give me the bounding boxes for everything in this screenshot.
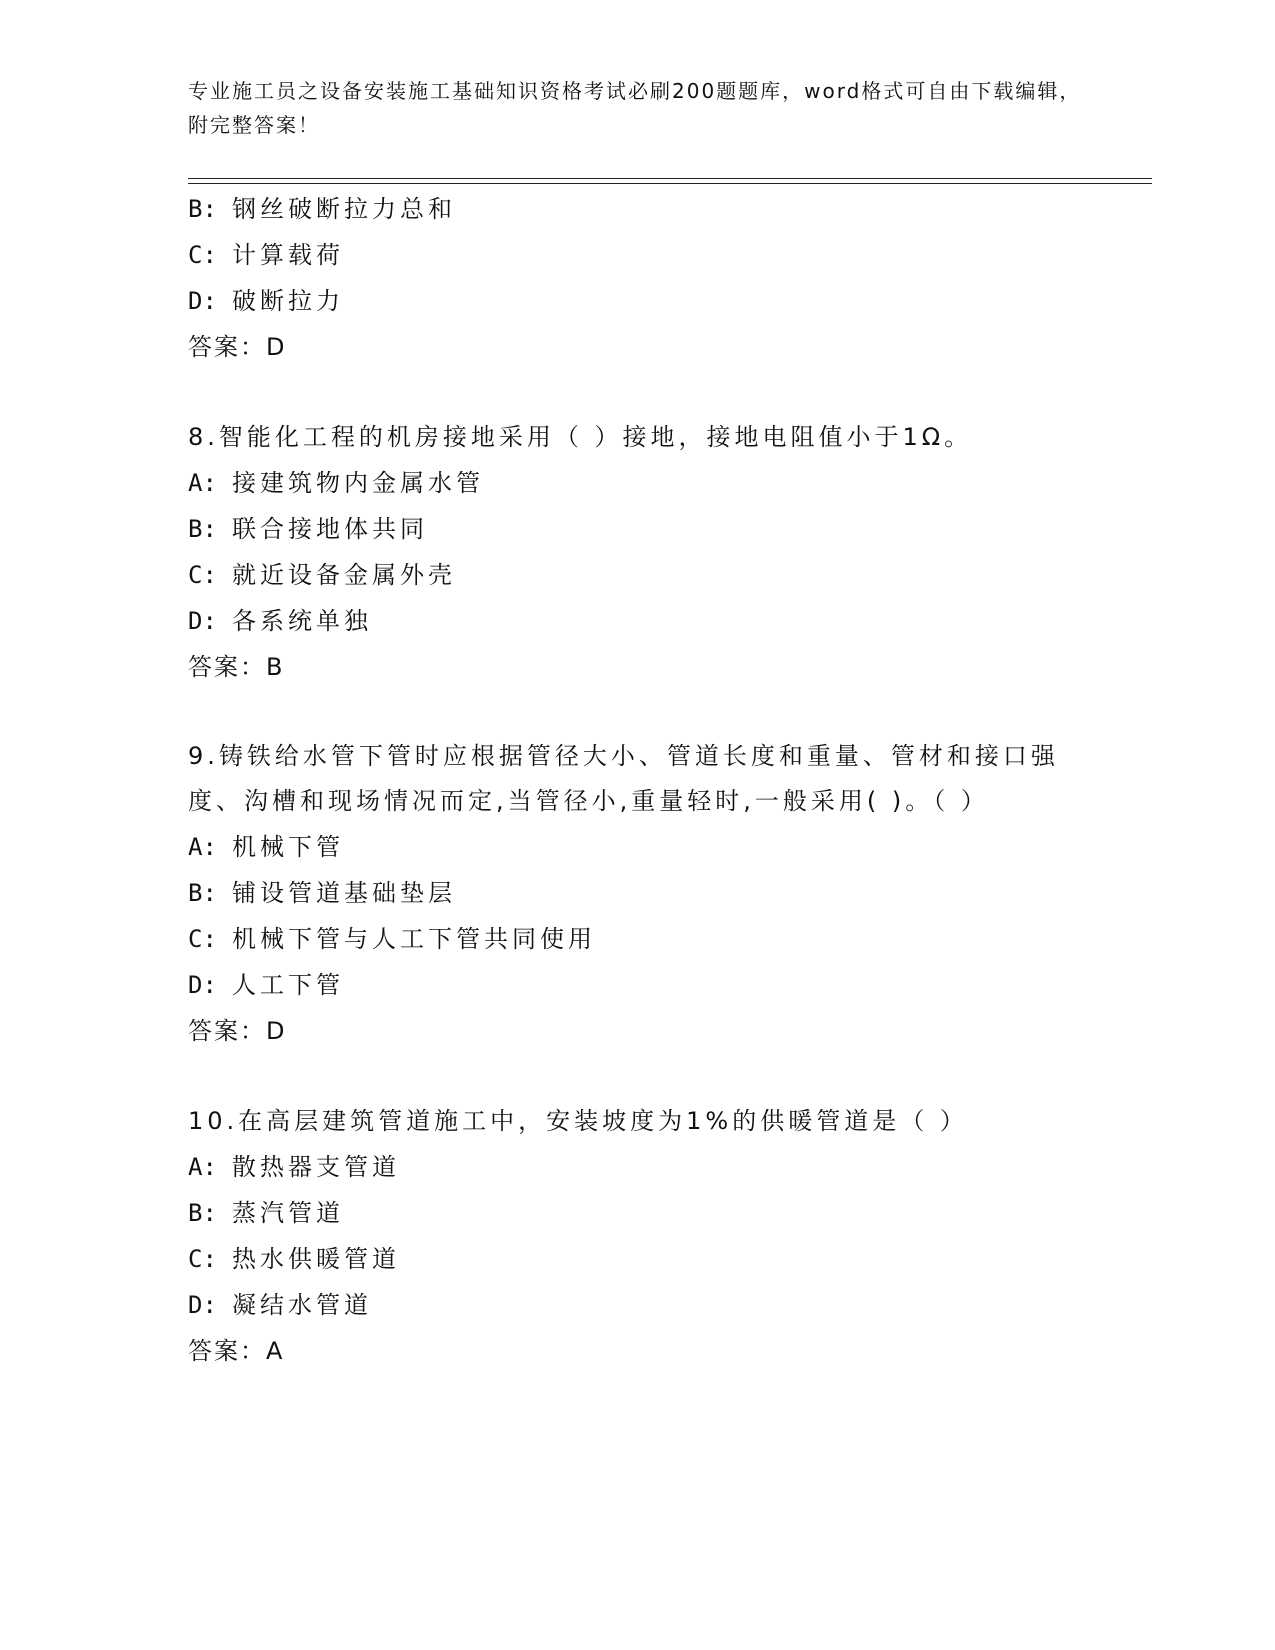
option-letter: D: (188, 1291, 217, 1319)
document-body (188, 186, 1088, 1374)
option-b (188, 870, 1088, 916)
option-letter: B: (188, 1199, 217, 1227)
option-text: 热水供暖管道 (232, 1245, 400, 1273)
option-text: 机械下管与人工下管共同使用 (232, 925, 596, 953)
document-header: 专业施工员之设备安装施工基础知识资格考试必刷200题题库，word格式可自由下载编辑，附完整答案！ (188, 79, 1082, 137)
option-letter: B: (188, 879, 217, 907)
option-c (188, 1236, 1088, 1282)
option-text: 散热器支管道 (232, 1153, 400, 1181)
option-text: 机械下管 (232, 833, 344, 861)
option-letter: B: (188, 515, 217, 543)
option-letter: A: (188, 1153, 217, 1181)
option-letter: D: (188, 287, 217, 315)
option-text: 联合接地体共同 (232, 515, 428, 543)
header-divider (188, 178, 1152, 184)
option-letter: A: (188, 833, 217, 861)
option-d (188, 962, 1088, 1008)
option-text: 铺设管道基础垫层 (232, 879, 456, 907)
option-letter: B: (188, 195, 217, 223)
option-text: 人工下管 (232, 971, 344, 999)
option-letter: D: (188, 607, 217, 635)
option-d (188, 598, 1088, 644)
option-text: 各系统单独 (232, 607, 372, 635)
option-a (188, 460, 1088, 506)
question-partial (188, 186, 1088, 370)
option-text: 就近设备金属外壳 (232, 561, 456, 589)
option-c (188, 552, 1088, 598)
question-9 (188, 734, 1088, 1054)
question-stem: 9.铸铁给水管下管时应根据管径大小、管道长度和重量、管材和接口强度、沟槽和现场情况而定,当管径小,重量轻时,一般采用( )。（ ） (188, 742, 1059, 815)
option-text: 钢丝破断拉力总和 (232, 195, 456, 223)
option-letter: C: (188, 925, 217, 953)
question-stem: 8.智能化工程的机房接地采用（ ）接地，接地电阻值小于1Ω。 (188, 423, 973, 451)
option-b (188, 1190, 1088, 1236)
option-text: 计算载荷 (232, 241, 344, 269)
question-8 (188, 414, 1088, 690)
option-d (188, 278, 1088, 324)
option-letter: C: (188, 561, 217, 589)
option-b (188, 506, 1088, 552)
answer-line: 答案：A (188, 1337, 285, 1365)
option-letter: A: (188, 469, 217, 497)
option-text: 凝结水管道 (232, 1291, 372, 1319)
option-text: 接建筑物内金属水管 (232, 469, 484, 497)
option-d (188, 1282, 1088, 1328)
option-a (188, 824, 1088, 870)
option-letter: D: (188, 971, 217, 999)
question-10 (188, 1098, 1088, 1374)
option-c (188, 916, 1088, 962)
option-letter: C: (188, 1245, 217, 1273)
option-text: 蒸汽管道 (232, 1199, 344, 1227)
option-a (188, 1144, 1088, 1190)
answer-line: 答案：D (188, 333, 287, 361)
answer-line: 答案：D (188, 1017, 287, 1045)
option-b (188, 186, 1088, 232)
option-c (188, 232, 1088, 278)
option-text: 破断拉力 (232, 287, 344, 315)
answer-line: 答案：B (188, 653, 285, 681)
option-letter: C: (188, 241, 217, 269)
question-stem: 10.在高层建筑管道施工中，安装坡度为1%的供暖管道是（ ） (188, 1107, 968, 1135)
